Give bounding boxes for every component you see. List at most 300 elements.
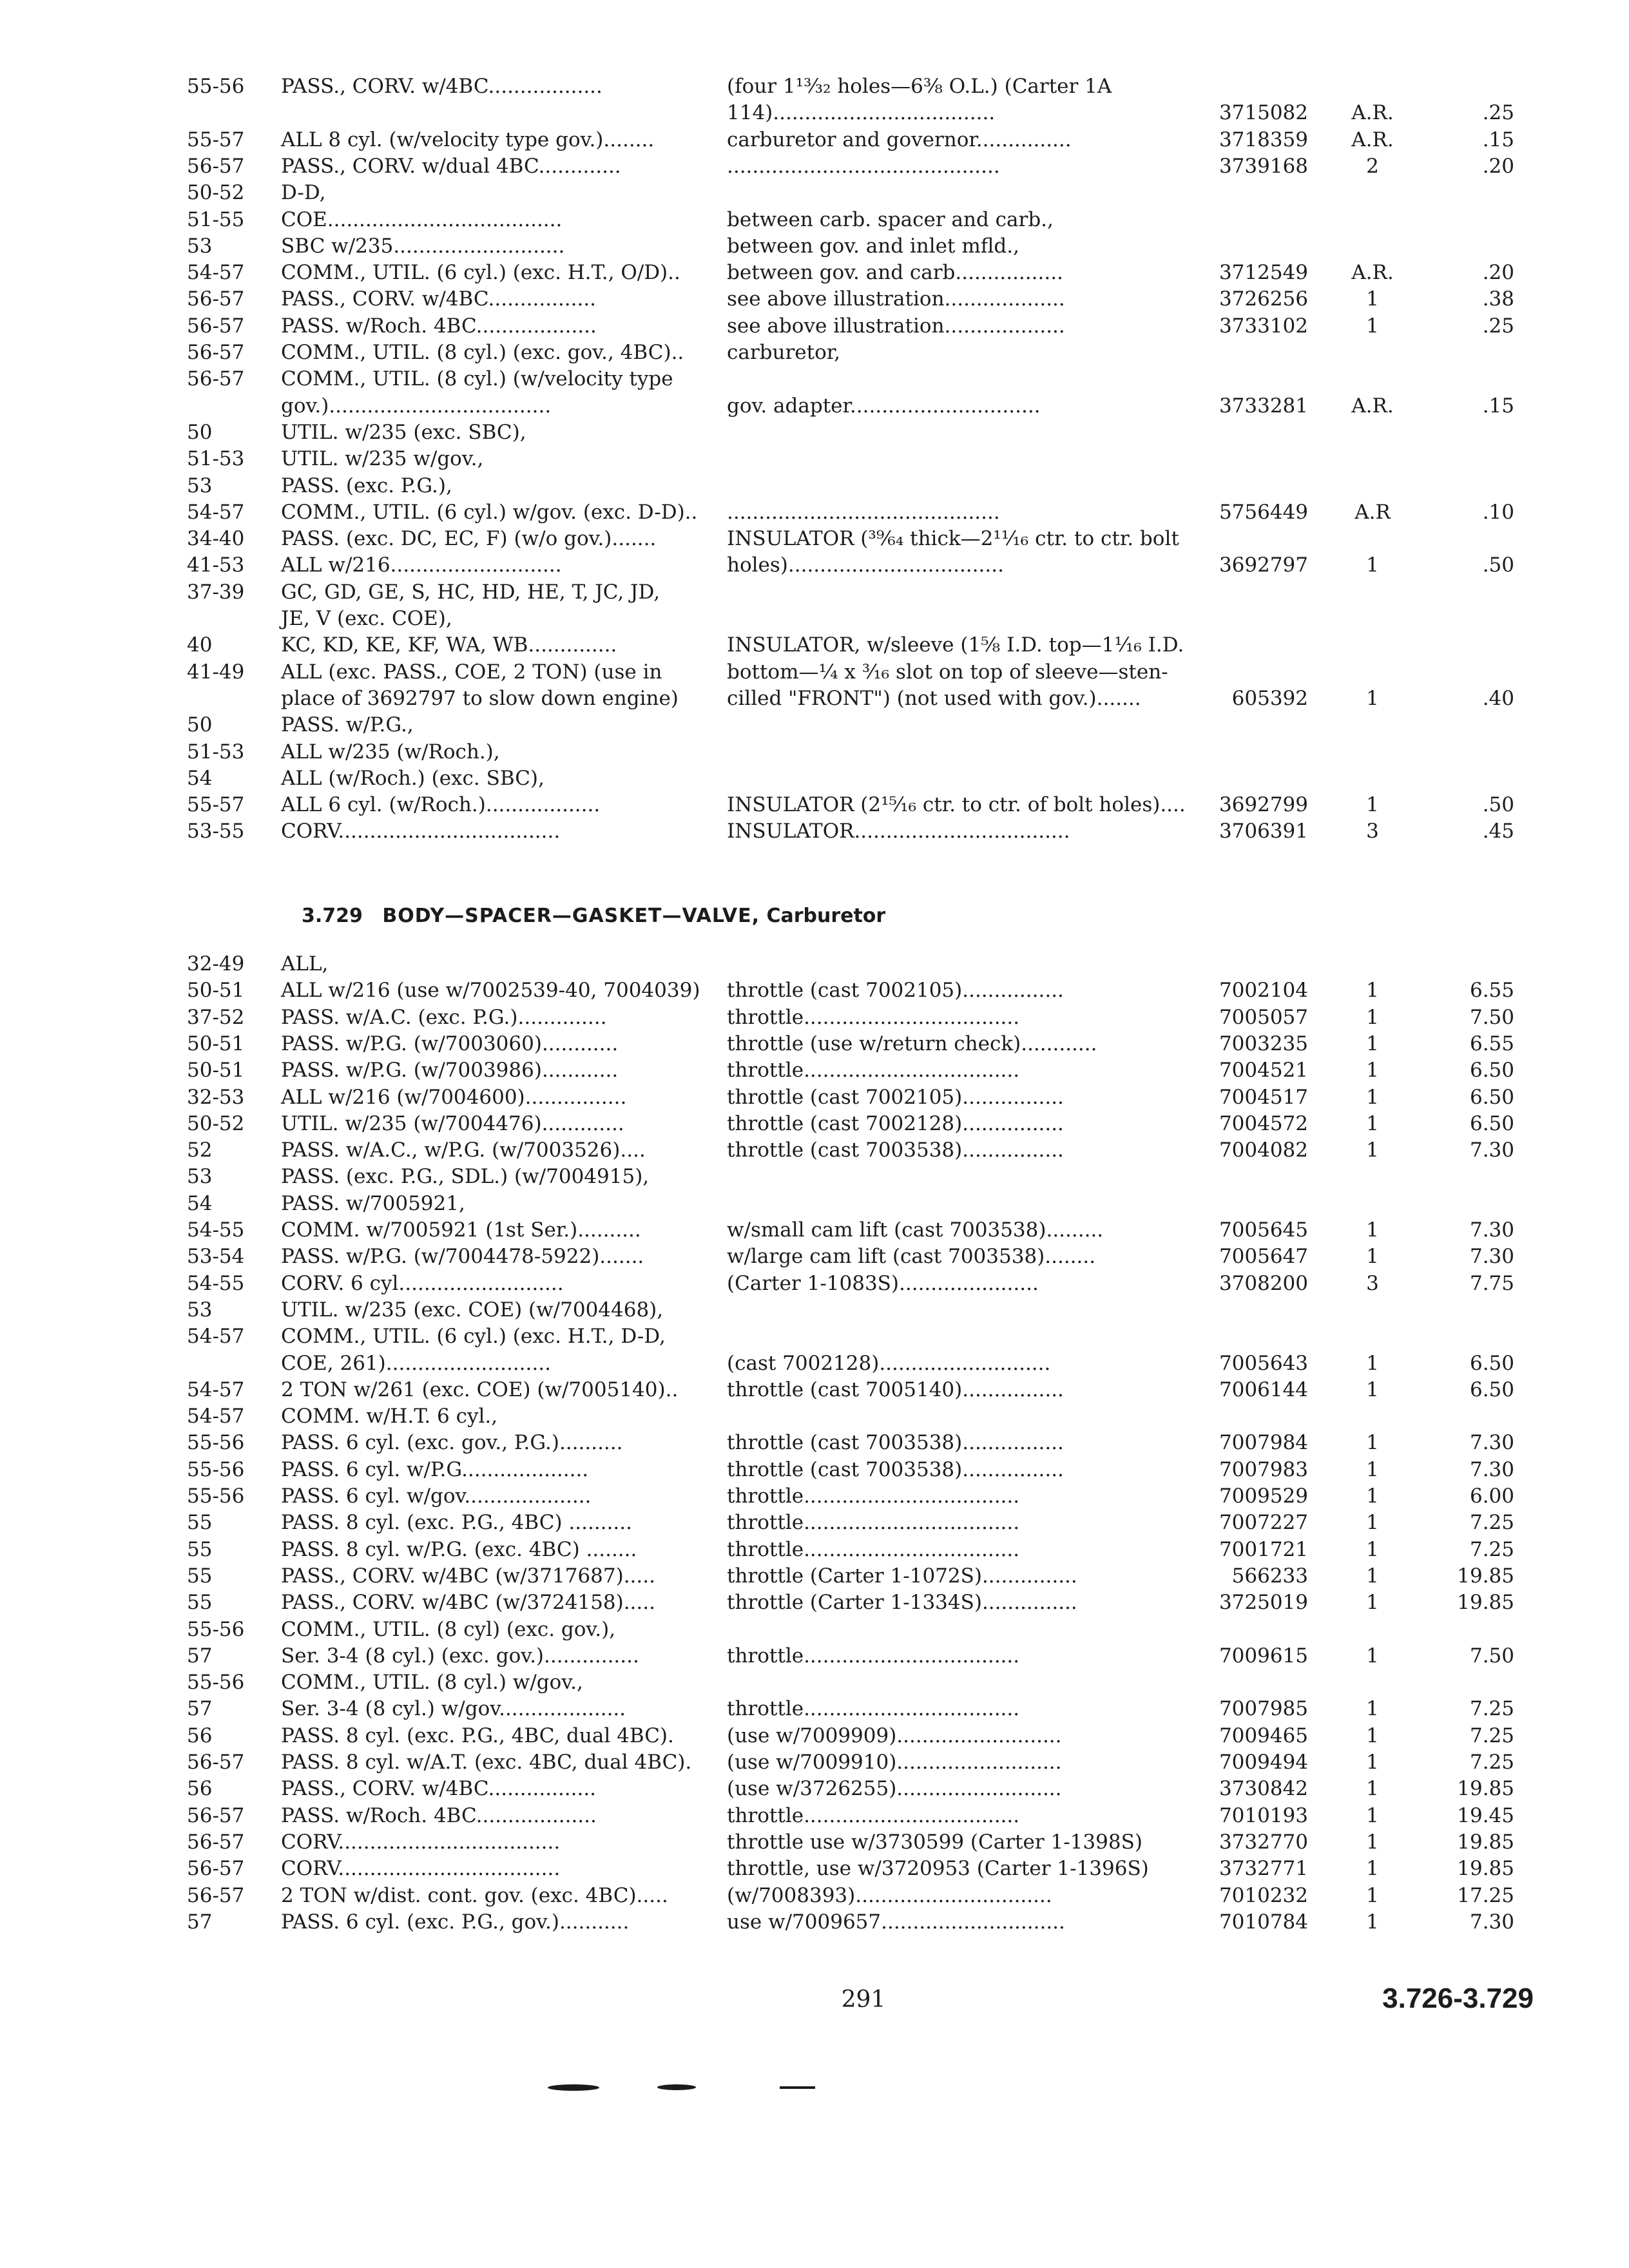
- cell-part-number: 7009494: [1219, 1751, 1308, 1774]
- section-subtitle: Carburetor: [766, 905, 886, 927]
- cell-part-number: 7007984: [1219, 1431, 1308, 1455]
- cell-year: 37-52: [187, 1005, 245, 1029]
- cell-application: PASS. (exc. P.G., SDL.) (w/7004915),: [281, 1165, 650, 1189]
- cell-year: 54-57: [187, 261, 245, 285]
- cell-part-number: 7002104: [1219, 979, 1308, 1003]
- cell-year: 53: [187, 234, 213, 258]
- cell-year: 54-55: [187, 1271, 245, 1295]
- cell-application: PASS. w/Roch. 4BC...................: [281, 1803, 597, 1827]
- cell-description: use w/7009657.............................: [727, 1910, 1065, 1934]
- cell-description: w/small cam lift (cast 7003538).........: [727, 1218, 1104, 1242]
- cell-price: 19.85: [1457, 1777, 1514, 1801]
- cell-price: 7.25: [1469, 1511, 1514, 1535]
- cell-application: UTIL. w/235 (exc. COE) (w/7004468),: [281, 1298, 664, 1321]
- cell-description: throttle (cast 7005140)................: [727, 1378, 1064, 1401]
- cell-year: 50-52: [187, 181, 245, 205]
- cell-year: 57: [187, 1910, 213, 1934]
- cell-part-number: 7005057: [1219, 1005, 1308, 1029]
- cell-year: 51-55: [187, 207, 245, 231]
- cell-application: CORV. 6 cyl..........................: [281, 1271, 564, 1295]
- cell-description: throttle..................................: [727, 1059, 1020, 1082]
- cell-description: carburetor and governor...............: [727, 128, 1072, 151]
- cell-year: 37-39: [187, 580, 245, 604]
- cell-part-number: 7004082: [1219, 1139, 1308, 1162]
- cell-application: ALL (w/Roch.) (exc. SBC),: [281, 766, 545, 790]
- cell-application: COE.....................................: [281, 207, 563, 231]
- cell-quantity: A.R.: [1351, 394, 1394, 418]
- cell-quantity: 1: [1366, 1910, 1379, 1934]
- cell-quantity: 3: [1366, 1271, 1379, 1295]
- cell-application: PASS., CORV. w/4BC (w/3717687).....: [281, 1564, 655, 1588]
- cell-year: 53-55: [187, 820, 245, 843]
- cell-price: 6.55: [1469, 979, 1514, 1003]
- cell-quantity: 1: [1366, 1883, 1379, 1907]
- cell-description: throttle use w/3730599 (Carter 1-1398S): [727, 1830, 1142, 1854]
- cell-quantity: 1: [1366, 1218, 1379, 1242]
- section-heading: [302, 901, 885, 932]
- cell-quantity: 1: [1366, 553, 1379, 577]
- cell-quantity: 1: [1366, 1457, 1379, 1481]
- cell-part-number: 7003235: [1219, 1032, 1308, 1055]
- cell-description: throttle (Carter 1-1334S)...............: [727, 1591, 1077, 1615]
- cell-description: between carb. spacer and carb.,: [727, 207, 1054, 231]
- cell-application: PASS. 8 cyl. (exc. P.G., 4BC) ..........: [281, 1511, 632, 1535]
- cell-year: 32-49: [187, 952, 245, 975]
- cell-year: 56-57: [187, 1751, 245, 1774]
- cell-part-number: 605392: [1231, 686, 1308, 710]
- cell-quantity: 3: [1366, 820, 1379, 843]
- cell-year: 41-49: [187, 660, 245, 684]
- cell-price: 19.85: [1457, 1857, 1514, 1881]
- cell-price: 19.85: [1457, 1564, 1514, 1588]
- cell-price: 19.85: [1457, 1830, 1514, 1854]
- cell-application: PASS., CORV. w/4BC.................: [281, 1777, 597, 1801]
- cell-application: PASS. 8 cyl. w/A.T. (exc. 4BC, dual 4BC).: [281, 1751, 692, 1774]
- cell-description: INSULATOR, w/sleeve (1⅝ I.D. top—1¹⁄₁₆ I.D.: [727, 633, 1184, 657]
- cell-price: .15: [1482, 394, 1514, 418]
- cell-quantity: 1: [1366, 1032, 1379, 1055]
- cell-year: 56-57: [187, 341, 245, 364]
- cell-description: throttle..................................: [727, 1005, 1020, 1029]
- section-number: 3.729: [302, 905, 363, 927]
- cell-application: COMM., UTIL. (6 cyl.) w/gov. (exc. D-D)..: [281, 500, 698, 524]
- cell-description: throttle (cast 7003538)................: [727, 1139, 1064, 1162]
- cell-quantity: 1: [1366, 1139, 1379, 1162]
- cell-price: .20: [1482, 154, 1514, 178]
- cell-application: PASS. 6 cyl. w/P.G....................: [281, 1457, 589, 1481]
- cell-year: 56-57: [187, 1883, 245, 1907]
- cell-part-number: 7007227: [1219, 1511, 1308, 1535]
- cell-price: .10: [1482, 500, 1514, 524]
- cell-year: 56-57: [187, 1803, 245, 1827]
- cell-description: throttle (cast 7003538)................: [727, 1431, 1064, 1455]
- cell-price: 7.50: [1469, 1644, 1514, 1667]
- cell-description: ...........................................: [727, 154, 1000, 178]
- cell-application: PASS. w/A.C., w/P.G. (w/7003526)....: [281, 1139, 646, 1162]
- cell-price: 6.55: [1469, 1032, 1514, 1055]
- cell-year: 50-51: [187, 1059, 245, 1082]
- cell-year: 56-57: [187, 367, 245, 391]
- cell-quantity: A.R.: [1351, 101, 1394, 125]
- cell-description: throttle (cast 7003538)................: [727, 1457, 1064, 1481]
- cell-quantity: 1: [1366, 1085, 1379, 1109]
- cell-quantity: 1: [1366, 1005, 1379, 1029]
- cell-price: .15: [1482, 128, 1514, 151]
- scan-mark: [657, 2084, 696, 2090]
- cell-price: 7.30: [1469, 1457, 1514, 1481]
- cell-quantity: 1: [1366, 1511, 1379, 1535]
- section-range: 3.726-3.729: [1382, 1983, 1534, 2014]
- cell-part-number: 566233: [1231, 1564, 1308, 1588]
- cell-description: throttle..................................: [727, 1697, 1020, 1721]
- cell-application: PASS., CORV. w/4BC (w/3724158).....: [281, 1591, 655, 1615]
- cell-year: 55: [187, 1591, 213, 1615]
- cell-part-number: 3718359: [1219, 128, 1308, 151]
- cell-description: cilled "FRONT") (not used with gov.).......: [727, 686, 1141, 710]
- cell-quantity: 1: [1366, 1697, 1379, 1721]
- cell-quantity: 1: [1366, 1857, 1379, 1881]
- cell-year: 55: [187, 1564, 213, 1588]
- cell-price: 7.75: [1469, 1271, 1514, 1295]
- cell-price: 17.25: [1457, 1883, 1514, 1907]
- cell-quantity: 1: [1366, 1059, 1379, 1082]
- cell-description: throttle (Carter 1-1072S)...............: [727, 1564, 1077, 1588]
- cell-application: PASS. w/P.G. (w/7003060)............: [281, 1032, 619, 1055]
- cell-description: holes)..................................: [727, 553, 1004, 577]
- cell-year: 56: [187, 1777, 213, 1801]
- cell-part-number: 3739168: [1219, 154, 1308, 178]
- cell-price: 6.50: [1469, 1111, 1514, 1135]
- cell-quantity: A.R.: [1351, 128, 1394, 151]
- cell-price: 19.45: [1457, 1803, 1514, 1827]
- cell-description: ...........................................: [727, 500, 1000, 524]
- cell-application: ALL 8 cyl. (w/velocity type gov.)........: [281, 128, 655, 151]
- cell-part-number: 3733281: [1219, 394, 1308, 418]
- cell-application: GC, GD, GE, S, HC, HD, HE, T, JC, JD,: [281, 580, 660, 604]
- cell-description: between gov. and inlet mfld.,: [727, 234, 1019, 258]
- cell-application: 2 TON w/261 (exc. COE) (w/7005140)..: [281, 1378, 679, 1401]
- cell-application: gov.)...................................: [281, 394, 552, 418]
- cell-application: PASS. 8 cyl. (exc. P.G., 4BC, dual 4BC).: [281, 1724, 674, 1747]
- cell-year: 57: [187, 1644, 213, 1667]
- cell-description: (cast 7002128)...........................: [727, 1351, 1051, 1375]
- cell-year: 51-53: [187, 447, 245, 471]
- cell-quantity: 1: [1366, 1777, 1379, 1801]
- cell-quantity: 1: [1366, 1351, 1379, 1375]
- cell-price: .25: [1482, 314, 1514, 338]
- cell-year: 55-56: [187, 1485, 245, 1508]
- cell-quantity: 1: [1366, 1591, 1379, 1615]
- cell-description: (use w/7009909)..........................: [727, 1724, 1062, 1747]
- cell-year: 55-56: [187, 1431, 245, 1455]
- cell-part-number: 3725019: [1219, 1591, 1308, 1615]
- cell-year: 56-57: [187, 1857, 245, 1881]
- cell-application: PASS. 8 cyl. w/P.G. (exc. 4BC) ........: [281, 1537, 637, 1561]
- cell-year: 54-57: [187, 1378, 245, 1401]
- cell-application: ALL w/216...........................: [281, 553, 562, 577]
- cell-application: PASS., CORV. w/dual 4BC.............: [281, 154, 621, 178]
- cell-application: PASS. w/7005921,: [281, 1191, 465, 1215]
- cell-quantity: 1: [1366, 1803, 1379, 1827]
- cell-year: 56: [187, 1724, 213, 1747]
- cell-description: throttle, use w/3720953 (Carter 1-1396S): [727, 1857, 1149, 1881]
- cell-year: 40: [187, 633, 213, 657]
- cell-price: 6.50: [1469, 1059, 1514, 1082]
- cell-quantity: 1: [1366, 1378, 1379, 1401]
- cell-quantity: A.R.: [1351, 261, 1394, 285]
- cell-year: 53: [187, 474, 213, 497]
- cell-part-number: 3733102: [1219, 314, 1308, 338]
- cell-application: COMM., UTIL. (8 cyl) (exc. gov.),: [281, 1617, 616, 1641]
- cell-price: .50: [1482, 793, 1514, 817]
- cell-year: 55: [187, 1537, 213, 1561]
- cell-price: 6.50: [1469, 1351, 1514, 1375]
- cell-part-number: 7001721: [1219, 1537, 1308, 1561]
- cell-year: 56-57: [187, 154, 245, 178]
- cell-quantity: 1: [1366, 287, 1379, 311]
- cell-price: .38: [1482, 287, 1514, 311]
- cell-application: ALL 6 cyl. (w/Roch.)..................: [281, 793, 601, 817]
- cell-part-number: 5756449: [1219, 500, 1308, 524]
- cell-year: 55-57: [187, 793, 245, 817]
- cell-quantity: 1: [1366, 1751, 1379, 1774]
- cell-year: 41-53: [187, 553, 245, 577]
- cell-year: 54-55: [187, 1218, 245, 1242]
- cell-part-number: 7010232: [1219, 1883, 1308, 1907]
- cell-part-number: 7007983: [1219, 1457, 1308, 1481]
- cell-application: PASS., CORV. w/4BC.................: [281, 287, 597, 311]
- cell-application: PASS. w/P.G. (w/7003986)............: [281, 1059, 619, 1082]
- cell-quantity: 1: [1366, 686, 1379, 710]
- cell-application: ALL (exc. PASS., COE, 2 TON) (use in: [281, 660, 662, 684]
- cell-description: throttle..................................: [727, 1511, 1020, 1535]
- cell-part-number: 7006144: [1219, 1378, 1308, 1401]
- cell-price: 7.30: [1469, 1431, 1514, 1455]
- cell-description: throttle (use w/return check)............: [727, 1032, 1097, 1055]
- cell-year: 32-53: [187, 1085, 245, 1109]
- cell-quantity: 1: [1366, 1485, 1379, 1508]
- cell-price: 7.30: [1469, 1910, 1514, 1934]
- cell-part-number: 3732770: [1219, 1830, 1308, 1854]
- cell-description: (w/7008393)...............................: [727, 1883, 1052, 1907]
- cell-quantity: 1: [1366, 1431, 1379, 1455]
- cell-description: (Carter 1-1083S)......................: [727, 1271, 1039, 1295]
- cell-part-number: 3726256: [1219, 287, 1308, 311]
- cell-quantity: 1: [1366, 1644, 1379, 1667]
- cell-part-number: 3706391: [1219, 820, 1308, 843]
- cell-application: PASS. 6 cyl. w/gov....................: [281, 1485, 592, 1508]
- cell-part-number: 7005645: [1219, 1218, 1308, 1242]
- cell-quantity: 1: [1366, 1564, 1379, 1588]
- cell-year: 55-56: [187, 1457, 245, 1481]
- cell-application: PASS. (exc. P.G.),: [281, 474, 452, 497]
- cell-year: 53-54: [187, 1245, 245, 1269]
- cell-year: 53: [187, 1165, 213, 1189]
- cell-price: 6.50: [1469, 1378, 1514, 1401]
- cell-application: UTIL. w/235 (exc. SBC),: [281, 420, 526, 444]
- cell-application: PASS. w/Roch. 4BC...................: [281, 314, 597, 338]
- scan-mark: [780, 2086, 815, 2089]
- cell-application: PASS. 6 cyl. (exc. P.G., gov.)...........: [281, 1910, 630, 1934]
- cell-application: Ser. 3-4 (8 cyl.) (exc. gov.)...............: [281, 1644, 639, 1667]
- cell-price: 7.25: [1469, 1724, 1514, 1747]
- cell-year: 56-57: [187, 287, 245, 311]
- cell-part-number: 3730842: [1219, 1777, 1308, 1801]
- cell-quantity: 1: [1366, 1245, 1379, 1269]
- cell-part-number: 7004517: [1219, 1085, 1308, 1109]
- cell-part-number: 7010193: [1219, 1803, 1308, 1827]
- cell-year: 57: [187, 1697, 213, 1721]
- cell-price: 19.85: [1457, 1591, 1514, 1615]
- cell-year: 56-57: [187, 314, 245, 338]
- cell-part-number: 7010784: [1219, 1910, 1308, 1934]
- cell-year: 34-40: [187, 527, 245, 551]
- cell-application: PASS. w/P.G. (w/7004478-5922).......: [281, 1245, 644, 1269]
- cell-year: 55: [187, 1511, 213, 1535]
- cell-description: throttle..................................: [727, 1537, 1020, 1561]
- cell-year: 50: [187, 713, 213, 737]
- cell-application: CORV...................................: [281, 1857, 561, 1881]
- cell-price: 7.30: [1469, 1245, 1514, 1269]
- cell-year: 53: [187, 1298, 213, 1321]
- cell-part-number: 3732771: [1219, 1857, 1308, 1881]
- cell-year: 54-57: [187, 1325, 245, 1349]
- scan-mark: [548, 2084, 599, 2091]
- cell-application: KC, KD, KE, KF, WA, WB..............: [281, 633, 617, 657]
- cell-quantity: 1: [1366, 1830, 1379, 1854]
- cell-application: COMM. w/H.T. 6 cyl.,: [281, 1405, 498, 1428]
- cell-part-number: 3692799: [1219, 793, 1308, 817]
- cell-description: throttle..................................: [727, 1644, 1020, 1667]
- cell-application: PASS., CORV. w/4BC..................: [281, 75, 602, 98]
- cell-description: between gov. and carb.................: [727, 261, 1063, 285]
- cell-year: 56-57: [187, 1830, 245, 1854]
- cell-quantity: 1: [1366, 793, 1379, 817]
- cell-price: 7.50: [1469, 1005, 1514, 1029]
- cell-price: .45: [1482, 820, 1514, 843]
- cell-part-number: 3692797: [1219, 553, 1308, 577]
- cell-quantity: 1: [1366, 1111, 1379, 1135]
- cell-price: .25: [1482, 101, 1514, 125]
- cell-part-number: 7007985: [1219, 1697, 1308, 1721]
- cell-part-number: 7009465: [1219, 1724, 1308, 1747]
- cell-quantity: 1: [1366, 314, 1379, 338]
- cell-year: 54-57: [187, 500, 245, 524]
- cell-year: 54: [187, 1191, 213, 1215]
- cell-price: 6.50: [1469, 1085, 1514, 1109]
- cell-application: COE, 261)..........................: [281, 1351, 551, 1375]
- cell-description: INSULATOR (2¹⁵⁄₁₆ ctr. to ctr. of bolt holes)....: [727, 793, 1186, 817]
- cell-price: 7.30: [1469, 1139, 1514, 1162]
- cell-quantity: 1: [1366, 979, 1379, 1003]
- cell-application: COMM., UTIL. (6 cyl.) (exc. H.T., O/D)..: [281, 261, 680, 285]
- cell-part-number: 3712549: [1219, 261, 1308, 285]
- cell-quantity: A.R: [1354, 500, 1391, 524]
- cell-application: COMM., UTIL. (8 cyl.) (w/velocity type: [281, 367, 673, 391]
- cell-description: (four 1¹³⁄₃₂ holes—6⅜ O.L.) (Carter 1A: [727, 75, 1112, 98]
- cell-part-number: 7009615: [1219, 1644, 1308, 1667]
- cell-application: ALL w/216 (w/7004600)................: [281, 1085, 627, 1109]
- cell-part-number: 7004521: [1219, 1059, 1308, 1082]
- cell-part-number: 7005647: [1219, 1245, 1308, 1269]
- cell-description: throttle..................................: [727, 1485, 1020, 1508]
- cell-description: throttle (cast 7002105)................: [727, 979, 1064, 1003]
- section-title: BODY—SPACER—GASKET—VALVE,: [382, 905, 760, 927]
- cell-year: 52: [187, 1139, 213, 1162]
- cell-description: (use w/7009910)..........................: [727, 1751, 1062, 1774]
- cell-description: throttle (cast 7002128)................: [727, 1111, 1064, 1135]
- cell-application: COMM., UTIL. (8 cyl.) (exc. gov., 4BC)..: [281, 341, 684, 364]
- cell-description: INSULATOR (³⁹⁄₆₄ thick—2¹¹⁄₁₆ ctr. to ctr. bolt: [727, 527, 1179, 551]
- cell-year: 50-51: [187, 979, 245, 1003]
- cell-application: 2 TON w/dist. cont. gov. (exc. 4BC).....: [281, 1883, 668, 1907]
- cell-application: PASS. w/P.G.,: [281, 713, 414, 737]
- cell-part-number: 3708200: [1219, 1271, 1308, 1295]
- cell-description: see above illustration...................: [727, 314, 1065, 338]
- cell-price: .50: [1482, 553, 1514, 577]
- cell-application: CORV...................................: [281, 1830, 561, 1854]
- cell-year: 50: [187, 420, 213, 444]
- cell-description: throttle (cast 7002105)................: [727, 1085, 1064, 1109]
- cell-price: 7.25: [1469, 1697, 1514, 1721]
- cell-application: UTIL. w/235 w/gov.,: [281, 447, 484, 471]
- cell-description: 114)...................................: [727, 101, 996, 125]
- cell-quantity: 2: [1366, 154, 1379, 178]
- cell-year: 55-56: [187, 1671, 245, 1695]
- cell-application: PASS. 6 cyl. (exc. gov., P.G.)..........: [281, 1431, 623, 1455]
- cell-application: COMM., UTIL. (8 cyl.) w/gov.,: [281, 1671, 583, 1695]
- cell-price: .20: [1482, 261, 1514, 285]
- cell-description: (use w/3726255)..........................: [727, 1777, 1062, 1801]
- cell-year: 54: [187, 766, 213, 790]
- cell-part-number: 7005643: [1219, 1351, 1308, 1375]
- cell-description: INSULATOR..................................: [727, 820, 1070, 843]
- cell-year: 55-56: [187, 1617, 245, 1641]
- cell-part-number: 7004572: [1219, 1111, 1308, 1135]
- cell-description: bottom—¼ x ³⁄₁₆ slot on top of sleeve—sten-: [727, 660, 1168, 684]
- cell-year: 50-52: [187, 1111, 245, 1135]
- page-number: 291: [841, 1986, 886, 2013]
- cell-application: D-D,: [281, 181, 326, 205]
- cell-part-number: 7009529: [1219, 1485, 1308, 1508]
- cell-application: CORV...................................: [281, 820, 561, 843]
- cell-quantity: 1: [1366, 1537, 1379, 1561]
- cell-application: Ser. 3-4 (8 cyl.) w/gov....................: [281, 1697, 626, 1721]
- cell-application: SBC w/235...........................: [281, 234, 565, 258]
- cell-application: ALL w/235 (w/Roch.),: [281, 740, 500, 764]
- cell-application: COMM., UTIL. (6 cyl.) (exc. H.T., D-D,: [281, 1325, 666, 1349]
- cell-description: w/large cam lift (cast 7003538)........: [727, 1245, 1096, 1269]
- cell-description: carburetor,: [727, 341, 841, 364]
- cell-description: see above illustration...................: [727, 287, 1065, 311]
- cell-quantity: 1: [1366, 1724, 1379, 1747]
- cell-description: gov. adapter..............................: [727, 394, 1041, 418]
- cell-application: JE, V (exc. COE),: [281, 607, 452, 630]
- cell-part-number: 3715082: [1219, 101, 1308, 125]
- cell-year: 54-57: [187, 1405, 245, 1428]
- cell-application: UTIL. w/235 (w/7004476).............: [281, 1111, 624, 1135]
- cell-application: ALL w/216 (use w/7002539-40, 7004039): [281, 979, 700, 1003]
- cell-year: 55-56: [187, 75, 245, 98]
- cell-price: 7.30: [1469, 1218, 1514, 1242]
- cell-application: PASS. w/A.C. (exc. P.G.)..............: [281, 1005, 607, 1029]
- cell-year: 50-51: [187, 1032, 245, 1055]
- cell-price: 7.25: [1469, 1751, 1514, 1774]
- cell-price: 7.25: [1469, 1537, 1514, 1561]
- cell-application: ALL,: [281, 952, 329, 975]
- cell-price: .40: [1482, 686, 1514, 710]
- cell-year: 55-57: [187, 128, 245, 151]
